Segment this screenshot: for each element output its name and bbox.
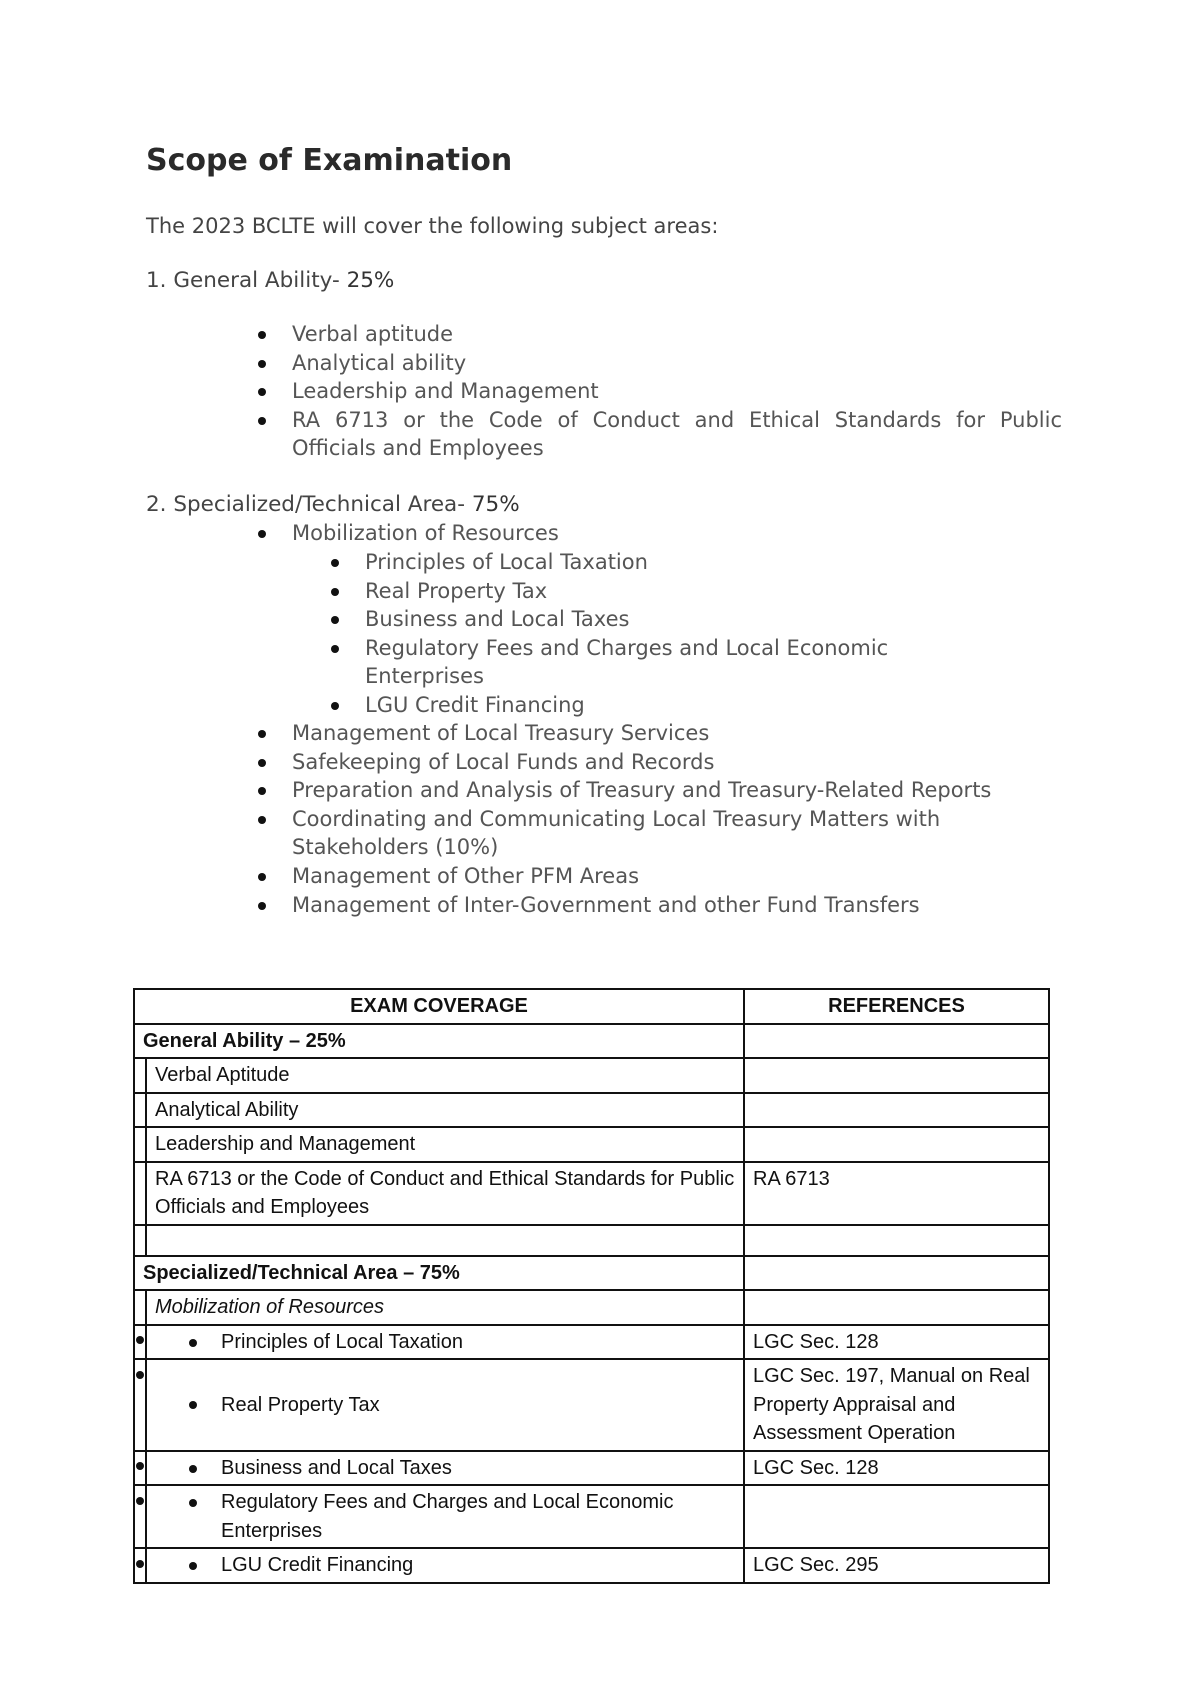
list-item: RA 6713 or the Code of Conduct and Ethical Standards for Public Officials and Employees [292,406,1062,463]
coverage-text: Principles of Local Taxation [221,1330,463,1353]
bullet-icon [136,1560,144,1568]
exam-coverage-table [133,988,1050,1584]
table-cell [744,1225,1049,1256]
list-item: Preparation and Analysis of Treasury and Treasury-Related Reports [292,776,1032,805]
bullet-icon [136,1497,144,1505]
table-row [134,1024,1049,1059]
table-row [134,1225,1049,1256]
list-item: Real Property Tax [365,577,1005,606]
specialized-area-heading: Specialized/Technical Area – 75% [134,1256,744,1291]
bullet-icon [189,1339,197,1347]
section-1-number: 1. [146,268,167,293]
table-cell: Leadership and Management [146,1127,744,1162]
section-2-list-top [292,519,1032,548]
table-cell [744,1093,1049,1128]
table-row [134,1127,1049,1162]
table-cell: Analytical Ability [146,1093,744,1128]
bullet-icon [136,1336,144,1344]
list-item: Business and Local Taxes [365,605,1005,634]
table-row [134,1058,1049,1093]
table-row [134,1162,1049,1225]
list-item: Mobilization of Resources [292,519,1032,548]
table-cell [134,1485,146,1548]
list-item: Coordinating and Communicating Local Treasury Matters with Stakeholders (10%) [292,805,1032,862]
table-row [134,1256,1049,1291]
table-cell [134,1548,146,1583]
table-cell [146,1359,744,1451]
table-cell [134,1290,146,1325]
list-item: Verbal aptitude [292,320,1062,349]
section-2-list-rest [292,719,1032,919]
bullet-icon [136,1371,144,1379]
general-ability-heading: General Ability – 25% [134,1024,744,1059]
list-item: Management of Inter-Government and other Fund Transfers [292,891,1032,920]
table-row [134,1325,1049,1360]
list-item: Management of Other PFM Areas [292,862,1032,891]
section-2-label: Specialized/Technical Area- [173,492,465,517]
list-item: Regulatory Fees and Charges and Local Economic Enterprises [365,634,1005,691]
section-2-sublist [365,548,1005,720]
table-row [134,1548,1049,1583]
table-header-row [134,989,1049,1024]
bullet-icon [189,1499,197,1507]
list-item: Principles of Local Taxation [365,548,1005,577]
table-cell [146,1451,744,1486]
table-cell [134,1451,146,1486]
table-cell: LGC Sec. 295 [744,1548,1049,1583]
table-cell: RA 6713 [744,1162,1049,1225]
section-2-percent: 75% [471,492,520,517]
table-cell [134,1127,146,1162]
table-cell [146,1325,744,1360]
coverage-text: LGU Credit Financing [221,1554,414,1576]
coverage-text: Regulatory Fees and Charges and Local Economic Enterprises [221,1491,674,1542]
table-cell [744,1127,1049,1162]
header-exam-coverage: EXAM COVERAGE [134,989,744,1024]
intro-text: The 2023 BCLTE will cover the following subject areas: [146,214,719,238]
section-2-heading [146,492,520,517]
list-item: Safekeeping of Local Funds and Records [292,748,1032,777]
table-cell [134,1093,146,1128]
table-cell [134,1359,146,1451]
table-row [134,1093,1049,1128]
page-title: Scope of Examination [146,143,513,178]
bullet-icon [189,1401,197,1409]
table-cell: RA 6713 or the Code of Conduct and Ethical Standards for Public Officials and Employees [146,1162,744,1225]
coverage-text: Business and Local Taxes [221,1456,452,1479]
mobilization-cell: Mobilization of Resources [146,1290,744,1325]
table-cell [134,1058,146,1093]
table-cell [744,1256,1049,1291]
list-item: Leadership and Management [292,377,1062,406]
table-cell [146,1548,744,1583]
table-cell [134,1162,146,1225]
table-cell: Verbal Aptitude [146,1058,744,1093]
table-cell [744,1058,1049,1093]
table-row [134,1290,1049,1325]
table-cell: LGC Sec. 197, Manual on Real Property Appraisal and Assessment Operation [744,1359,1049,1451]
coverage-text: Real Property Tax [221,1393,380,1416]
table-cell [134,1325,146,1360]
table-cell [146,1225,744,1256]
table-cell [744,1485,1049,1548]
table-row [134,1485,1049,1548]
header-references: REFERENCES [744,989,1049,1024]
table-cell: LGC Sec. 128 [744,1325,1049,1360]
bullet-icon [189,1562,197,1570]
table-cell [744,1290,1049,1325]
section-1-percent: 25% [346,268,395,293]
section-1-list [292,320,1062,463]
table-row [134,1359,1049,1451]
list-item: Management of Local Treasury Services [292,719,1032,748]
bullet-icon [136,1462,144,1470]
section-1-label: General Ability- [173,268,340,293]
table-row [134,1451,1049,1486]
list-item: Analytical ability [292,349,1062,378]
table-cell: LGC Sec. 128 [744,1451,1049,1486]
table-cell [744,1024,1049,1059]
section-2-number: 2. [146,492,167,517]
bullet-icon [189,1465,197,1473]
table-cell [134,1225,146,1256]
table-cell [146,1485,744,1548]
section-1-heading [146,268,394,293]
list-item: LGU Credit Financing [365,691,1005,720]
